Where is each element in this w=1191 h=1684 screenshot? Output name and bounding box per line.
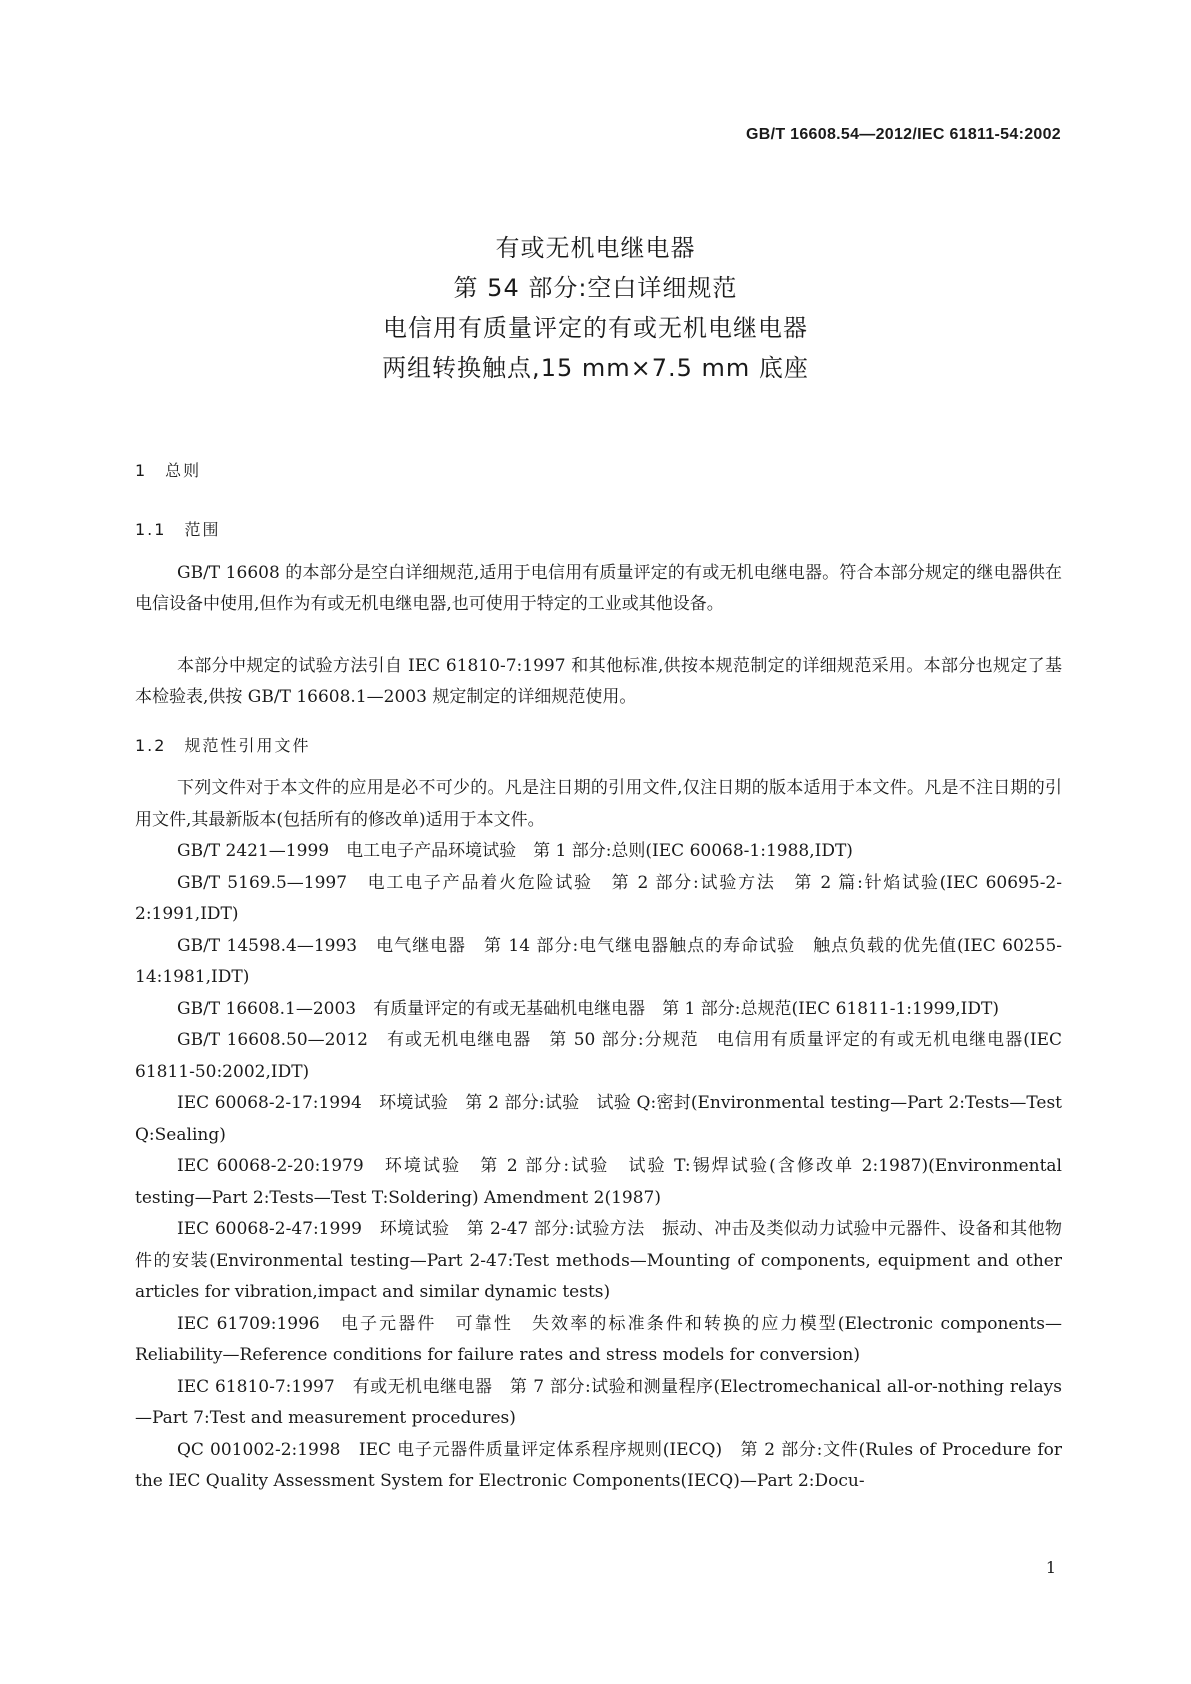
title-line-4: 两组转换触点,15 mm×7.5 mm 底座: [382, 354, 809, 382]
document-title: [0, 228, 1191, 388]
references-intro: 下列文件对于本文件的应用是必不可少的。凡是注日期的引用文件,仅注日期的版本适用于本文件。凡是不注日期的引用文件,其最新版本(包括所有的修改单)适用于本文件。: [135, 778, 1062, 830]
reference-item: GB/T 5169.5—1997 电工电子产品着火危险试验 第 2 部分:试验方法 第 2 篇:针焰试验(IEC 60695-2-2:1991,IDT): [135, 872, 1062, 924]
scope-paragraph-2: 本部分中规定的试验方法引自 IEC 61810-7:1997 和其他标准,供按本规范制定的详细规范采用。本部分也规定了基本检验表,供按 GB/T 16608.1—2003 规定制定的详细规范使用。: [135, 656, 1062, 707]
title-line-2: 第 54 部分:空白详细规范: [453, 274, 738, 302]
standard-code: GB/T 16608.54—2012/IEC 61811-54:2002: [745, 126, 1061, 143]
reference-item: GB/T 16608.1—2003 有质量评定的有或无基础机电继电器 第 1 部分:总规范(IEC 61811-1:1999,IDT): [177, 998, 999, 1019]
reference-item: IEC 60068-2-20:1979 环境试验 第 2 部分:试验 试验 T:锡焊试验(含修改单 2:1987)(Environmental testing—Part 2:Tests—Test T:Soldering) Amendment 2(1987): [135, 1156, 1062, 1208]
section-1-2-heading: 1.2 规范性引用文件: [135, 736, 311, 755]
reference-item: GB/T 14598.4—1993 电气继电器 第 14 部分:电气继电器触点的寿命试验 触点负载的优先值(IEC 60255-14:1981,IDT): [135, 935, 1062, 987]
title-line-1: 有或无机电继电器: [495, 234, 696, 262]
section-1-1-heading: 1.1 范围: [135, 520, 221, 539]
page-number: 1: [1045, 1558, 1056, 1577]
scope-paragraph-1: GB/T 16608 的本部分是空白详细规范,适用于电信用有质量评定的有或无机电继电器。符合本部分规定的继电器供在电信设备中使用,但作为有或无机电继电器,也可使用于特定的工业或其他设备。: [135, 563, 1062, 614]
reference-item: GB/T 2421—1999 电工电子产品环境试验 第 1 部分:总则(IEC 60068-1:1988,IDT): [177, 841, 853, 861]
reference-item: IEC 61709:1996 电子元器件 可靠性 失效率的标准条件和转换的应力模型(Electronic components—Reliability—Reference conditions for failure rates and stress models for conversion): [135, 1313, 1062, 1365]
reference-item: IEC 60068-2-47:1999 环境试验 第 2-47 部分:试验方法 振动、冲击及类似动力试验中元器件、设备和其他物件的安装(Environmental testing—Part 2-47:Test methods—Mounting of components, equipment and other articles for vibration,impact and similar dynamic tests): [135, 1219, 1062, 1302]
reference-item: QC 001002-2:1998 IEC 电子元器件质量评定体系程序规则(IECQ) 第 2 部分:文件(Rules of Procedure for the IEC Quality Assessment System for Electronic Components(IECQ)—Part 2:Docu-: [135, 1439, 1062, 1491]
normative-references: [135, 773, 1062, 1498]
section-1-heading: 1 总则: [135, 461, 202, 480]
title-line-3: 电信用有质量评定的有或无机电继电器: [383, 314, 808, 342]
reference-item: GB/T 16608.50—2012 有或无机电继电器 第 50 部分:分规范 电信用有质量评定的有或无机电继电器(IEC 61811-50:2002,IDT): [135, 1030, 1062, 1082]
reference-item: IEC 60068-2-17:1994 环境试验 第 2 部分:试验 试验 Q:密封(Environmental testing—Part 2:Tests—Test Q:Sealing): [135, 1093, 1062, 1145]
reference-item: IEC 61810-7:1997 有或无机电继电器 第 7 部分:试验和测量程序(Electromechanical all-or-nothing relays—Part 7:Test and measurement procedures): [135, 1376, 1062, 1428]
